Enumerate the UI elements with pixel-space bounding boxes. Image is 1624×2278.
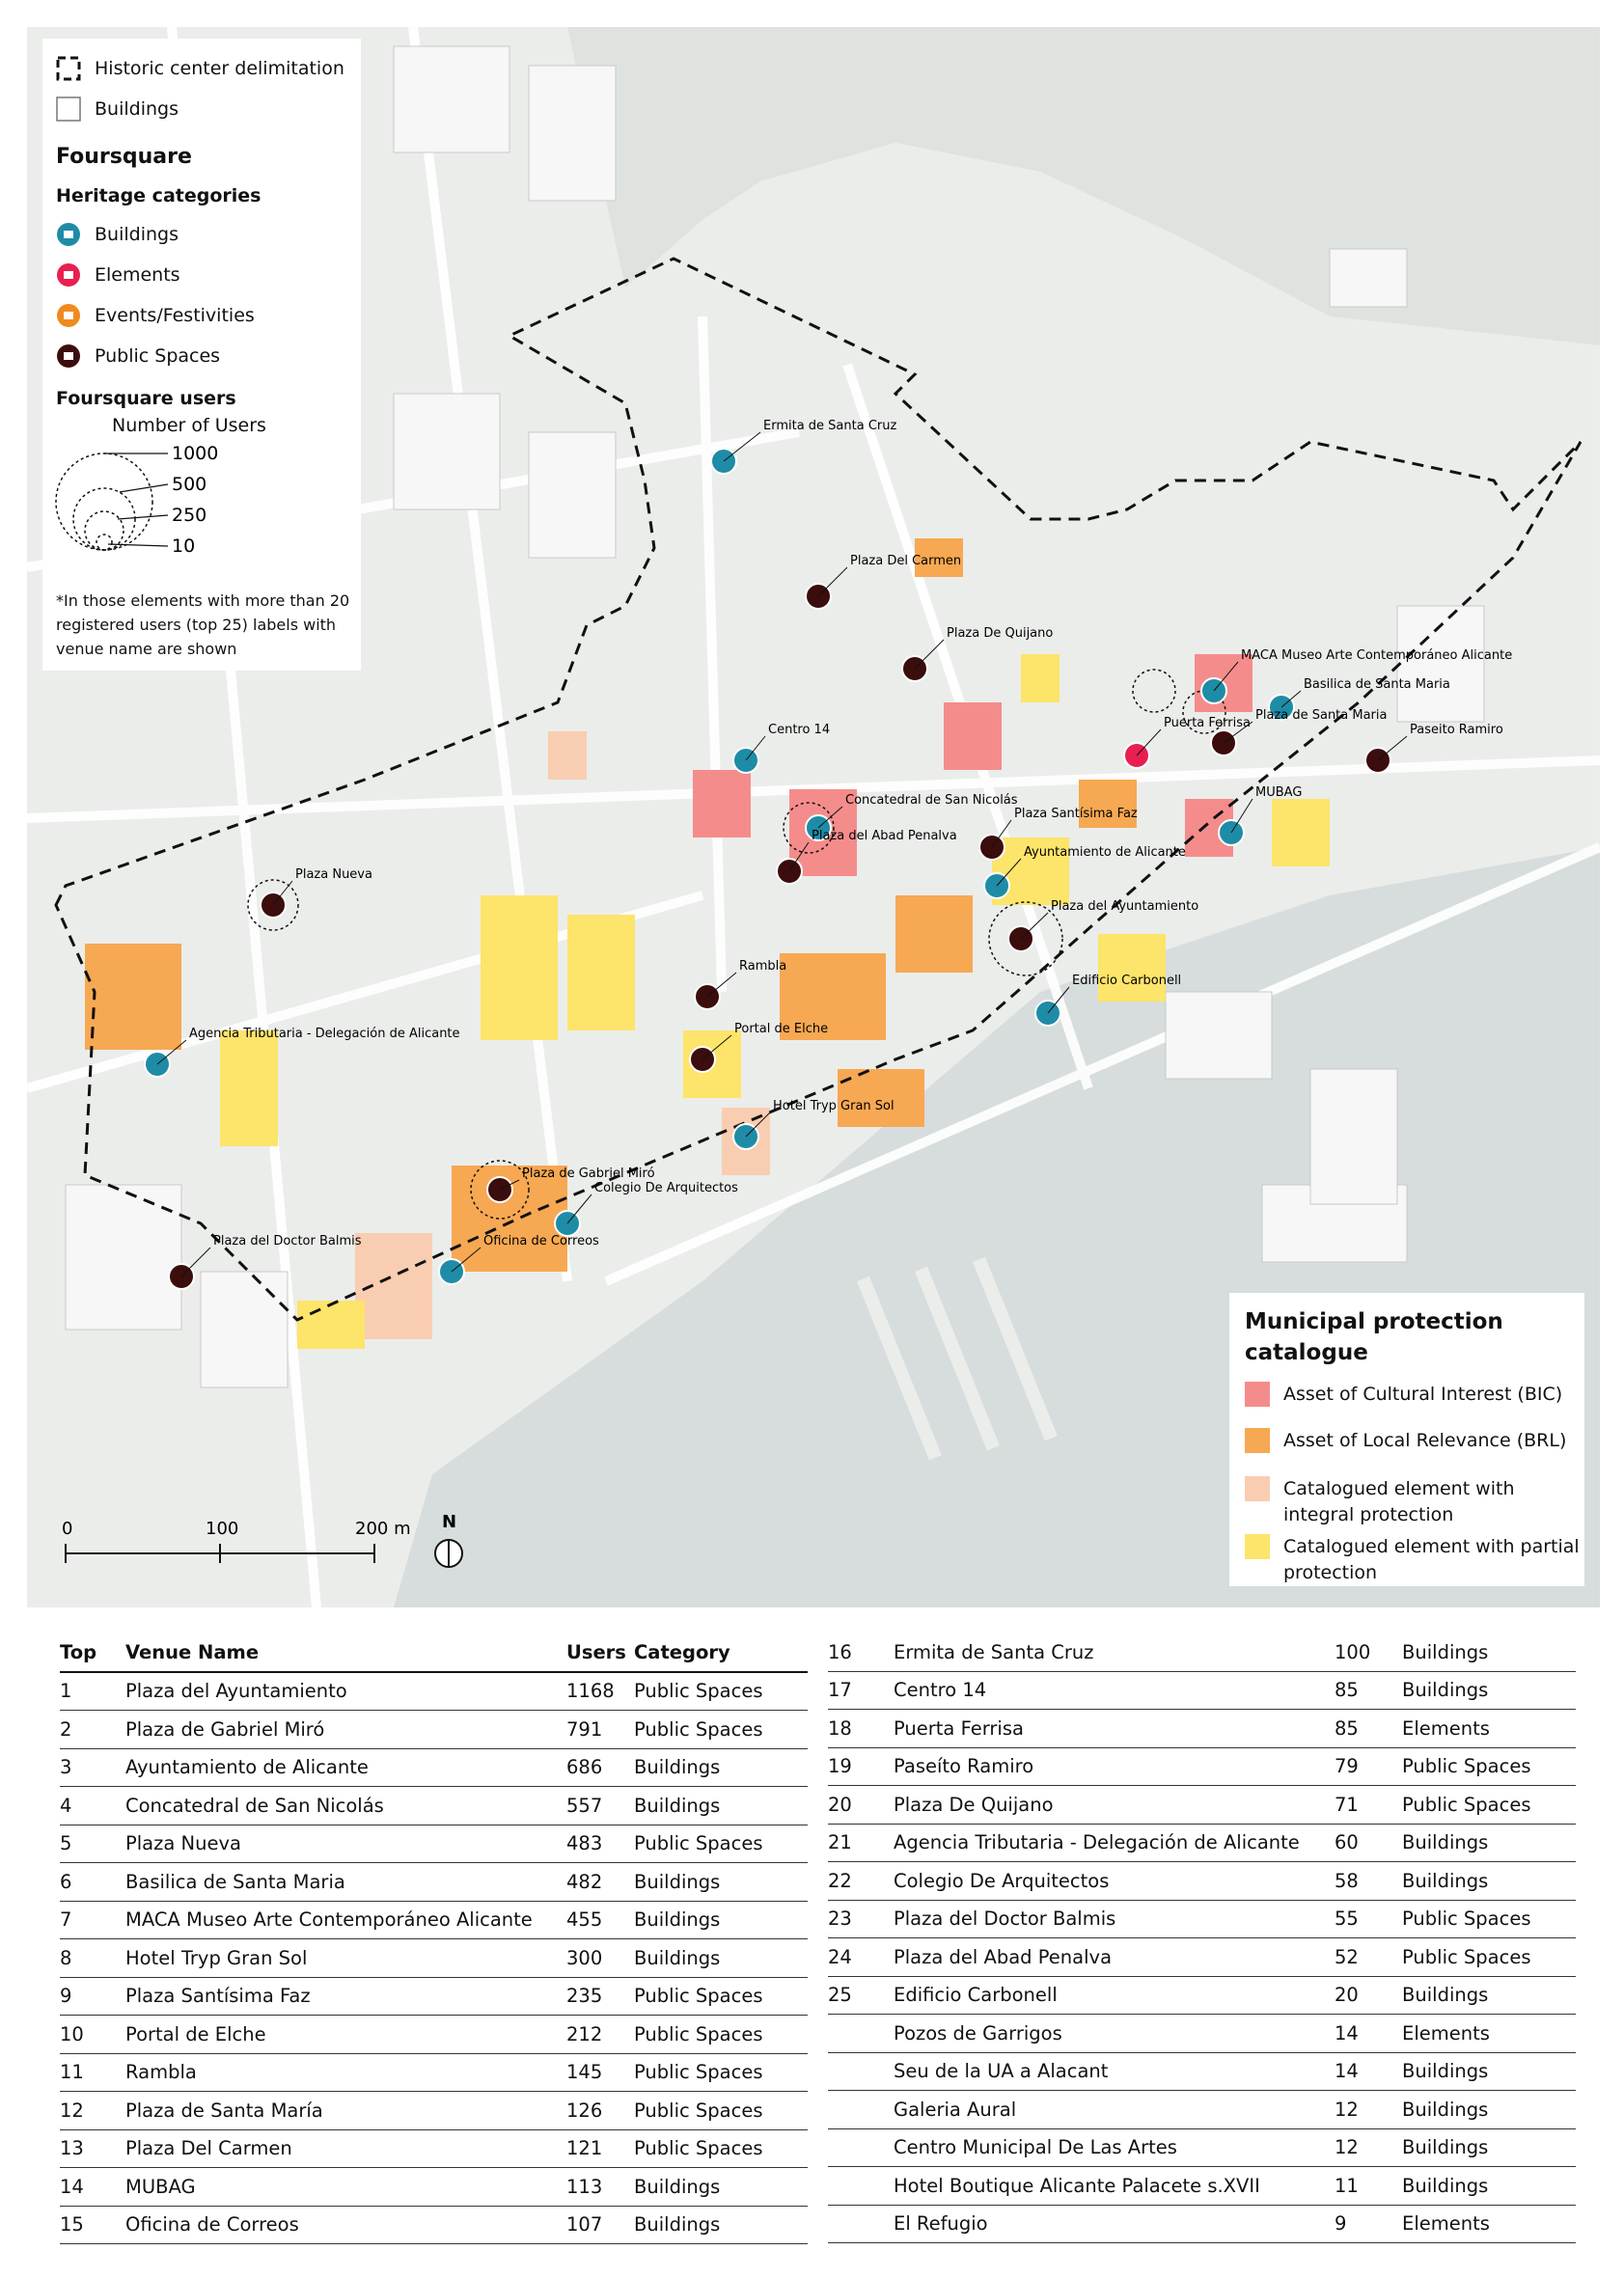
table-cell: 235: [566, 1977, 634, 2016]
table-cell: Buildings: [1402, 1976, 1576, 2015]
table-cell: 3: [60, 1748, 125, 1787]
svg-text:10: 10: [172, 535, 196, 557]
table-cell: Galeria Aural: [894, 2091, 1335, 2129]
table-cell: 15: [60, 2206, 125, 2244]
table-row: [60, 2206, 808, 2244]
table-cell: 11: [60, 2053, 125, 2092]
table-cell: Buildings: [634, 1787, 808, 1825]
table-cell: 58: [1335, 1862, 1402, 1901]
table-cell: 9: [60, 1977, 125, 2016]
table-cell: 145: [566, 2053, 634, 2092]
ranking-table-left: [60, 1633, 808, 2244]
table-cell: Public Spaces: [1402, 1786, 1576, 1825]
table-cell: 14: [60, 2168, 125, 2207]
table-cell: Oficina de Correos: [125, 2206, 566, 2244]
table-row: [828, 1747, 1576, 1786]
table-cell: Agencia Tributaria - Delegación de Alicante: [894, 1824, 1335, 1862]
svg-text:500: 500: [172, 474, 207, 495]
table-cell: 1168: [566, 1672, 634, 1711]
table-cell: 14: [1335, 2015, 1402, 2053]
table-cell: [828, 2052, 894, 2091]
legend-category-label: Elements: [95, 264, 180, 286]
table-row: [828, 1824, 1576, 1862]
catalogue-swatch: [1245, 1428, 1270, 1453]
table-cell: Public Spaces: [634, 2092, 808, 2130]
scale-tick-200: 200 m: [355, 1519, 411, 1539]
table-row: [60, 1863, 808, 1902]
table-cell: 14: [1335, 2052, 1402, 2091]
catalogue-label: Asset of Local Relevance (BRL): [1283, 1430, 1567, 1451]
legend-note: *In those elements with more than 20 registered users (top 25) labels with venue name are shown: [56, 591, 350, 658]
table-cell: Buildings: [634, 1748, 808, 1787]
table-cell: Buildings: [634, 2206, 808, 2244]
table-cell: Plaza de Gabriel Miró: [125, 1711, 566, 1749]
table-cell: Public Spaces: [1402, 1938, 1576, 1977]
table-row: [60, 1901, 808, 1939]
table-cell: 113: [566, 2168, 634, 2207]
legend-heritage-title: Heritage categories: [56, 185, 261, 206]
table-cell: Puerta Ferrisa: [894, 1710, 1335, 1748]
venue-label: Concatedral de San Nicolás: [845, 793, 1018, 808]
table-row: [828, 1633, 1576, 1671]
venue-label: Ermita de Santa Cruz: [763, 419, 897, 433]
venue-label: Ayuntamiento de Alicante: [1024, 845, 1186, 860]
table-cell: Public Spaces: [634, 2053, 808, 2092]
scale-tick-0: 0: [62, 1519, 73, 1539]
table-cell: 55: [1335, 1900, 1402, 1938]
table-cell: 482: [566, 1863, 634, 1902]
table-cell: Seu de la UA a Alacant: [894, 2052, 1335, 2091]
table-cell: Plaza Santísima Faz: [125, 1977, 566, 2016]
table-cell: 11: [1335, 2167, 1402, 2206]
table-cell: Plaza de Santa María: [125, 2092, 566, 2130]
table-row: [828, 2015, 1576, 2053]
table-cell: 16: [828, 1633, 894, 1671]
table-cell: 22: [828, 1862, 894, 1901]
table-cell: Buildings: [634, 2168, 808, 2207]
table-cell: Paseíto Ramiro: [894, 1747, 1335, 1786]
table-cell: Public Spaces: [1402, 1747, 1576, 1786]
venue-label: Plaza de Gabriel Miró: [522, 1166, 655, 1181]
ranking-table-right: [828, 1633, 1576, 2243]
festivity-icon: [56, 303, 81, 328]
table-row: [60, 1977, 808, 2016]
table-cell: Buildings: [1402, 1824, 1576, 1862]
tree-icon: [56, 343, 81, 369]
venue-label: Basilica de Santa Maria: [1304, 677, 1450, 692]
table-cell: 557: [566, 1787, 634, 1825]
table-cell: 6: [60, 1863, 125, 1902]
table-cell: MACA Museo Arte Contemporáneo Alicante: [125, 1901, 566, 1939]
table-cell: Plaza Nueva: [125, 1825, 566, 1863]
table-row: [828, 1900, 1576, 1938]
table-cell: Buildings: [634, 1863, 808, 1902]
table-cell: Centro 14: [894, 1671, 1335, 1710]
table-cell: 7: [60, 1901, 125, 1939]
table-cell: Public Spaces: [634, 1711, 808, 1749]
element-icon: [56, 262, 81, 288]
table-cell: Plaza del Ayuntamiento: [125, 1672, 566, 1711]
venue-label: MACA Museo Arte Contemporáneo Alicante: [1241, 648, 1513, 663]
table-cell: 107: [566, 2206, 634, 2244]
venue-label: Portal de Elche: [734, 1022, 829, 1036]
table-row: [60, 2053, 808, 2092]
user-size-legend: [52, 442, 245, 567]
table-cell: [828, 2128, 894, 2167]
table-cell: 791: [566, 1711, 634, 1749]
table-row: [60, 1711, 808, 1749]
table-row: [828, 1786, 1576, 1825]
table-cell: 13: [60, 2129, 125, 2168]
table-cell: [828, 2015, 894, 2053]
table-cell: El Refugio: [894, 2205, 1335, 2243]
table-cell: 2: [60, 1711, 125, 1749]
legend-category-label: Events/Festivities: [95, 305, 255, 326]
table-cell: Buildings: [1402, 1671, 1576, 1710]
table-cell: Buildings: [634, 1901, 808, 1939]
table-cell: Elements: [1402, 2015, 1576, 2053]
table-cell: Ermita de Santa Cruz: [894, 1633, 1335, 1671]
scale-tick-100: 100: [206, 1519, 239, 1539]
table-cell: 19: [828, 1747, 894, 1786]
venue-label: Plaza Santísima Faz: [1014, 807, 1138, 821]
table-cell: Elements: [1402, 1710, 1576, 1748]
table-cell: Buildings: [1402, 2052, 1576, 2091]
legend-buildings: Buildings: [95, 98, 179, 120]
table-row: [60, 1672, 808, 1711]
table-cell: 60: [1335, 1824, 1402, 1862]
table-row: [828, 1976, 1576, 2015]
venue-label: Paseito Ramiro: [1410, 723, 1503, 737]
legend-foursquare-title: Foursquare: [56, 145, 192, 169]
table-row: [60, 2168, 808, 2207]
table-cell: Public Spaces: [1402, 1900, 1576, 1938]
table-cell: 121: [566, 2129, 634, 2168]
table-cell: 12: [1335, 2091, 1402, 2129]
table-cell: 85: [1335, 1671, 1402, 1710]
north-label: N: [442, 1512, 457, 1532]
table-cell: 12: [1335, 2128, 1402, 2167]
table-cell: Public Spaces: [634, 1672, 808, 1711]
table-cell: 79: [1335, 1747, 1402, 1786]
svg-text:250: 250: [172, 505, 207, 526]
table-row: [60, 1825, 808, 1863]
table-cell: Buildings: [1402, 1633, 1576, 1671]
table-cell: 17: [828, 1671, 894, 1710]
table-cell: Buildings: [1402, 1862, 1576, 1901]
catalogue-label: Catalogued element with partial protection: [1283, 1536, 1580, 1583]
table-cell: Colegio De Arquitectos: [894, 1862, 1335, 1901]
legend-users-sub: Number of Users: [112, 415, 266, 436]
legend-category-label: Buildings: [95, 224, 179, 245]
venue-label: Edificio Carbonell: [1072, 974, 1182, 988]
table-cell: Plaza De Quijano: [894, 1786, 1335, 1825]
table-row: [828, 1710, 1576, 1748]
table-cell: Hotel Boutique Alicante Palacete s.XVII: [894, 2167, 1335, 2206]
table-cell: 85: [1335, 1710, 1402, 1748]
venue-label: Oficina de Correos: [483, 1234, 599, 1249]
table-row: [828, 2052, 1576, 2091]
venue-label: Centro 14: [768, 723, 831, 737]
table-cell: Ayuntamiento de Alicante: [125, 1748, 566, 1787]
map-legend: [42, 39, 361, 671]
venue-label: Plaza De Quijano: [947, 626, 1054, 641]
table-cell: Public Spaces: [634, 1977, 808, 2016]
table-cell: 686: [566, 1748, 634, 1787]
table-row: [60, 1787, 808, 1825]
table-cell: 10: [60, 2016, 125, 2054]
venue-label: Agencia Tributaria - Delegación de Alicante: [189, 1027, 460, 1041]
table-cell: 12: [60, 2092, 125, 2130]
building-icon: [56, 222, 81, 247]
table-row: [828, 1671, 1576, 1710]
table-row: [828, 2205, 1576, 2243]
table-cell: [828, 2091, 894, 2129]
table-cell: 21: [828, 1824, 894, 1862]
table-cell: 71: [1335, 1786, 1402, 1825]
table-header: Venue Name: [125, 1633, 566, 1672]
venue-label: Plaza del Abad Penalva: [812, 829, 957, 843]
table-cell: 126: [566, 2092, 634, 2130]
table-cell: 5: [60, 1825, 125, 1863]
table-cell: 23: [828, 1900, 894, 1938]
venue-label: MUBAG: [1255, 785, 1303, 800]
table-row: [828, 1862, 1576, 1901]
svg-text:1000: 1000: [172, 443, 219, 464]
table-cell: Basilica de Santa Maria: [125, 1863, 566, 1902]
table-cell: MUBAG: [125, 2168, 566, 2207]
catalogue-swatch: [1245, 1534, 1270, 1559]
table-cell: 1: [60, 1672, 125, 1711]
venue-label: Rambla: [739, 959, 787, 974]
protection-catalogue-legend: [1229, 1293, 1584, 1586]
venue-label: Plaza del Doctor Balmis: [213, 1234, 362, 1249]
catalogue-label: Asset of Cultural Interest (BIC): [1283, 1384, 1563, 1405]
table-cell: Plaza del Doctor Balmis: [894, 1900, 1335, 1938]
table-cell: [828, 2205, 894, 2243]
table-row: [828, 2091, 1576, 2129]
table-cell: Buildings: [1402, 2091, 1576, 2129]
table-cell: Elements: [1402, 2205, 1576, 2243]
catalogue-label: Catalogued element with integral protection: [1283, 1478, 1515, 1525]
table-cell: Rambla: [125, 2053, 566, 2092]
table-cell: Concatedral de San Nicolás: [125, 1787, 566, 1825]
table-row: [60, 1939, 808, 1978]
table-row: [60, 2129, 808, 2168]
table-cell: 52: [1335, 1938, 1402, 1977]
venue-label: Puerta Ferrisa: [1164, 716, 1251, 730]
legend-users-title: Foursquare users: [56, 388, 236, 409]
table-cell: Edificio Carbonell: [894, 1976, 1335, 2015]
table-cell: Buildings: [1402, 2128, 1576, 2167]
venue-label: Plaza Nueva: [295, 867, 372, 882]
table-cell: 300: [566, 1939, 634, 1978]
table-cell: Public Spaces: [634, 1825, 808, 1863]
table-cell: 483: [566, 1825, 634, 1863]
catalogue-swatch: [1245, 1382, 1270, 1407]
venue-label: Plaza del Ayuntamiento: [1051, 899, 1199, 914]
table-cell: 212: [566, 2016, 634, 2054]
buildings-swatch-icon: [56, 96, 81, 122]
table-cell: 455: [566, 1901, 634, 1939]
venue-label: Hotel Tryp Gran Sol: [773, 1099, 895, 1113]
table-cell: Pozos de Garrigos: [894, 2015, 1335, 2053]
table-cell: [828, 2167, 894, 2206]
table-row: [828, 2167, 1576, 2206]
table-cell: 8: [60, 1939, 125, 1978]
table-cell: Portal de Elche: [125, 2016, 566, 2054]
table-row: [828, 1938, 1576, 1977]
table-cell: 24: [828, 1938, 894, 1977]
table-cell: Plaza del Abad Penalva: [894, 1938, 1335, 1977]
table-row: [60, 2092, 808, 2130]
table-row: [60, 2016, 808, 2054]
catalogue-title: Municipal protection catalogue: [1245, 1309, 1503, 1365]
table-cell: 20: [828, 1786, 894, 1825]
venue-label: Colegio De Arquitectos: [594, 1181, 738, 1195]
table-row: [60, 1748, 808, 1787]
table-cell: Buildings: [1402, 2167, 1576, 2206]
table-cell: 100: [1335, 1633, 1402, 1671]
table-cell: Plaza Del Carmen: [125, 2129, 566, 2168]
table-header: Category: [634, 1633, 808, 1672]
legend-historic: Historic center delimitation: [95, 58, 344, 79]
table-cell: Hotel Tryp Gran Sol: [125, 1939, 566, 1978]
table-header: Top: [60, 1633, 125, 1672]
table-cell: Public Spaces: [634, 2129, 808, 2168]
table-row: [828, 2128, 1576, 2167]
historic-boundary-swatch-icon: [56, 56, 81, 81]
table-cell: Centro Municipal De Las Artes: [894, 2128, 1335, 2167]
table-header: Users: [566, 1633, 634, 1672]
legend-category-label: Public Spaces: [95, 345, 221, 367]
table-cell: 4: [60, 1787, 125, 1825]
table-cell: 25: [828, 1976, 894, 2015]
venue-label: Plaza Del Carmen: [850, 554, 962, 568]
table-cell: 20: [1335, 1976, 1402, 2015]
catalogue-swatch: [1245, 1476, 1270, 1501]
table-cell: 18: [828, 1710, 894, 1748]
table-cell: 9: [1335, 2205, 1402, 2243]
venue-label: Plaza de Santa Maria: [1255, 708, 1388, 723]
table-cell: Buildings: [634, 1939, 808, 1978]
table-cell: Public Spaces: [634, 2016, 808, 2054]
